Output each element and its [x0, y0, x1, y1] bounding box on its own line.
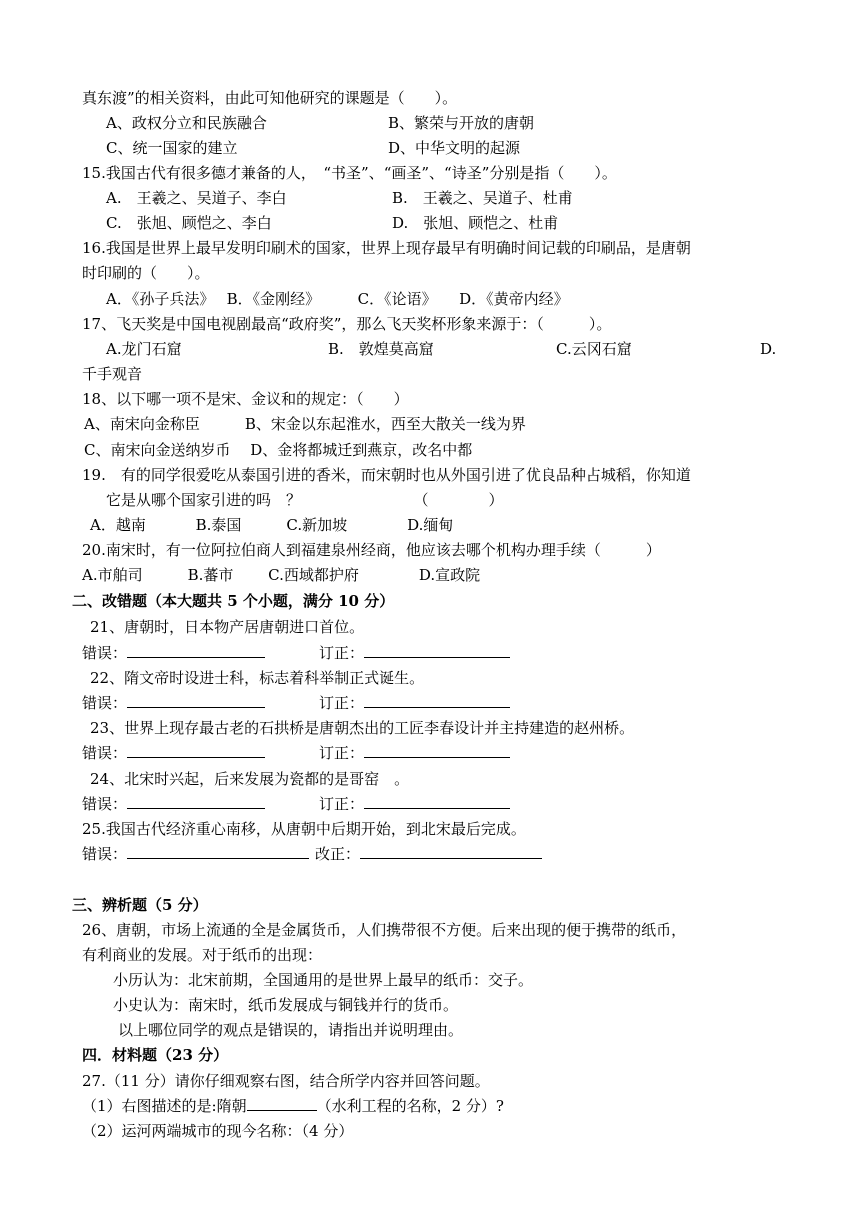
q27-part-1	[82, 1096, 504, 1116]
q14-option-d: D、中华文明的起源	[388, 139, 521, 157]
q17-option-c: C.云冈石窟	[556, 340, 632, 358]
q19-stem-1: 19. 有的同学很爱吃从泰国引进的香米，而宋朝时也从外国引进了优良品种占城稻，你知道	[82, 466, 691, 484]
q23-answer-row	[82, 743, 510, 763]
q15-option-b: B. 王羲之、吴道子、杜甫	[392, 189, 573, 207]
q26-question: 以上哪位同学的观点是错误的，请指出并说明理由。	[118, 1021, 464, 1039]
q20-options: A.市舶司 B.蕃市 C.西域都护府 D.宣政院	[82, 566, 481, 584]
q26-stem-1: 26、唐朝，市场上流通的全是金属货币，人们携带很不方便。后来出现的便于携带的纸币，	[82, 921, 687, 939]
q16-options: A．《孙子兵法》 B．《金刚经》 C．《论语》 D．《黄帝内经》	[106, 290, 569, 308]
correction-label: 订正：	[319, 795, 365, 813]
section-2-heading: 二、改错题（本大题共 5 个小题，满分 10 分）	[72, 592, 395, 610]
correction-blank[interactable]	[364, 794, 510, 809]
error-blank[interactable]	[127, 743, 265, 758]
q21-stem: 21、唐朝时，日本物产居唐朝进口首位。	[90, 618, 365, 636]
correction-blank[interactable]	[364, 743, 510, 758]
q14-option-b: B、繁荣与开放的唐朝	[388, 114, 535, 132]
q18-options-ab: A、南宋向金称臣 B、宋金以东起淮水，西至大散关一线为界	[84, 415, 526, 433]
q27-part-1-note: （水利工程的名称，2 分）?	[316, 1097, 504, 1115]
q26-stem-2: 有利商业的发展。对于纸币的出现：	[82, 946, 323, 964]
q16-stem-2: 时印刷的（ ）。	[82, 264, 210, 282]
correction-blank[interactable]	[364, 693, 510, 708]
q17-option-b: B. 敦煌莫高窟	[328, 340, 434, 358]
q19-options: A．越南 B.泰国 C.新加坡 D.缅甸	[90, 516, 454, 534]
correction-blank[interactable]	[364, 643, 510, 658]
q16-stem-1: 16.我国是世界上最早发明印刷术的国家，世界上现存最早有明确时间记载的印刷品，是唐朝	[82, 239, 691, 257]
q23-stem: 23、世界上现存最古老的石拱桥是唐朝杰出的工匠李春设计并主持建造的赵州桥。	[90, 719, 635, 737]
q27-part-2: （2）运河两端城市的现今名称：（4 分）	[82, 1122, 354, 1140]
q26-view-xiaoshi: 小史认为：南宋时，纸币发展成与铜钱并行的货币。	[113, 996, 459, 1014]
section-3-heading: 三、辨析题（5 分）	[72, 896, 208, 914]
correction-label: 订正：	[319, 744, 365, 762]
q25-stem: 25.我国古代经济重心南移，从唐朝中后期开始，到北宋最后完成。	[82, 820, 526, 838]
correction-label: 订正：	[319, 694, 365, 712]
q15-stem: 15.我国古代有很多德才兼备的人， “书圣”、“画圣”、“诗圣”分别是指（ ）。	[82, 164, 617, 182]
q21-answer-row	[82, 643, 510, 663]
canal-name-blank[interactable]	[247, 1096, 317, 1111]
correction-blank[interactable]	[360, 844, 542, 859]
error-blank[interactable]	[127, 844, 309, 859]
q17-option-a: A.龙门石窟	[106, 340, 182, 358]
q20-stem: 20.南宋时，有一位阿拉伯商人到福建泉州经商，他应该去哪个机构办理手续（ ）	[82, 541, 661, 559]
q22-stem: 22、隋文帝时设进士科，标志着科举制正式诞生。	[90, 669, 425, 687]
q17-option-d-text: 千手观音	[82, 365, 143, 383]
error-blank[interactable]	[127, 693, 265, 708]
error-blank[interactable]	[127, 643, 265, 658]
error-label: 错误：	[82, 694, 128, 712]
error-blank[interactable]	[127, 794, 265, 809]
correction-label: 改正：	[315, 845, 361, 863]
q14-option-c: C、统一国家的建立	[106, 139, 238, 157]
q17-stem: 17、飞天奖是中国电视剧最高“政府奖”，那么飞天奖杯形象来源于：（ ）。	[82, 315, 612, 333]
error-label: 错误：	[82, 795, 128, 813]
q22-answer-row	[82, 693, 510, 713]
error-label: 错误：	[82, 845, 128, 863]
error-label: 错误：	[82, 744, 128, 762]
q24-stem: 24、北宋时兴起，后来发展为瓷都的是哥窑 。	[90, 770, 410, 788]
q18-options-cd: C、南宋向金送纳岁币 D、金将都城迁到燕京，改名中都	[84, 441, 473, 459]
q25-answer-row	[82, 844, 542, 864]
error-label: 错误：	[82, 644, 128, 662]
q14-option-a: A、政权分立和民族融合	[106, 114, 267, 132]
q19-stem-2: 它是从哪个国家引进的吗 ？ （ ）	[106, 491, 504, 509]
q24-answer-row	[82, 794, 510, 814]
q15-option-c: C. 张旭、顾恺之、李白	[106, 214, 272, 232]
q14-stem-end: 真东渡”的相关资料，由此可知他研究的课题是（ ）。	[82, 89, 458, 107]
q18-stem: 18、以下哪一项不是宋、金议和的规定：（ ）	[82, 390, 409, 408]
q15-option-a: A. 王羲之、吴道子、李白	[106, 189, 287, 207]
q15-option-d: D. 张旭、顾恺之、杜甫	[392, 214, 559, 232]
q27-stem: 27.（11 分）请你仔细观察右图，结合所学内容并回答问题。	[82, 1072, 490, 1090]
q17-option-d-label: D.	[760, 340, 777, 358]
correction-label: 订正：	[319, 644, 365, 662]
q27-part-1-text: （1）右图描述的是:隋朝	[82, 1097, 247, 1115]
q26-view-xiaoli: 小历认为：北宋前期，全国通用的是世界上最早的纸币：交子。	[113, 971, 534, 989]
section-4-heading: 四．材料题（23 分）	[82, 1046, 229, 1064]
